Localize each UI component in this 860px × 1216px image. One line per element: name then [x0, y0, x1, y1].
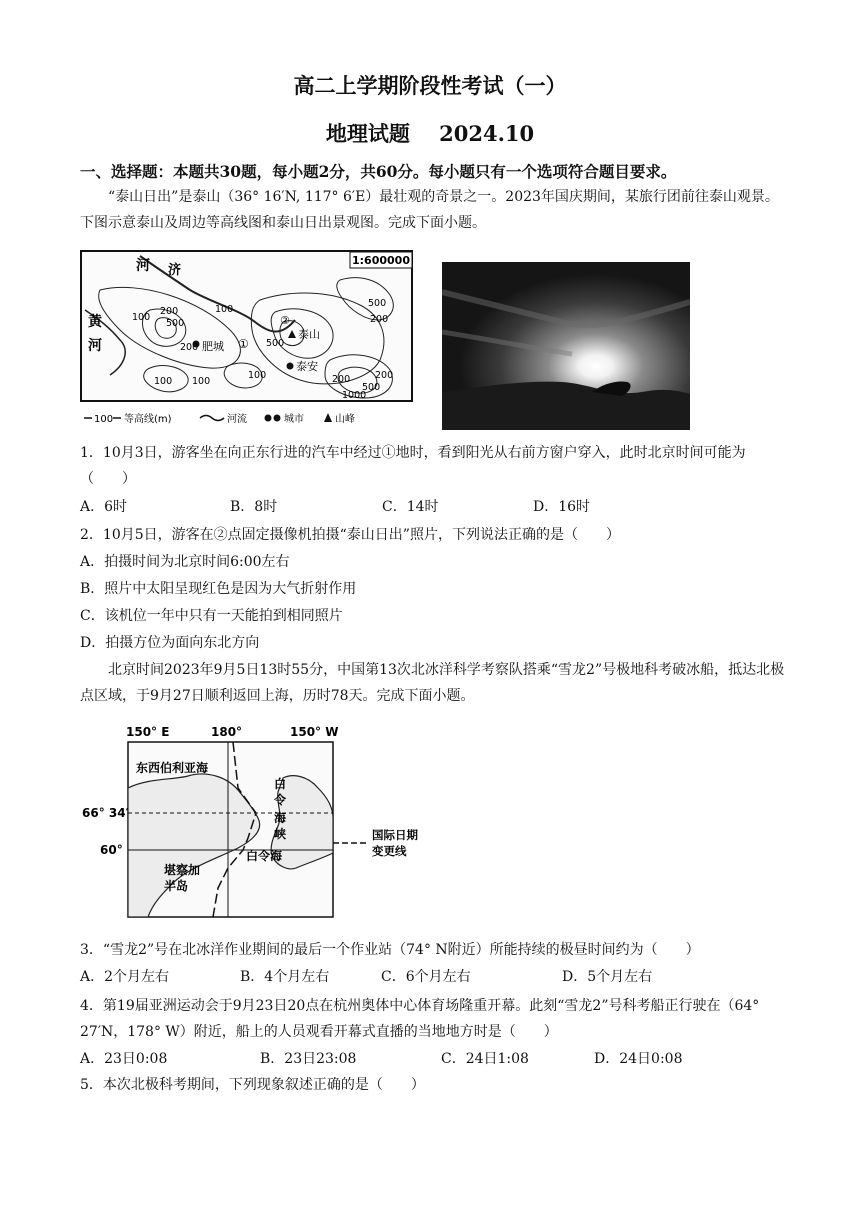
contour-value: 100 — [215, 304, 234, 315]
lat-label-60: 60° — [100, 843, 123, 857]
contour-value: 100 — [248, 370, 267, 381]
label-dateline-2: 变更线 — [372, 844, 407, 858]
question-2: 2．10月5日，游客在②点固定摄像机拍摄“泰山日出”照片，下列说法正确的是（ ） — [80, 527, 620, 543]
label-kamchatka-2: 半岛 — [164, 879, 189, 893]
contour-value: 200 — [370, 314, 389, 325]
legend-contour-sample: 100 — [94, 414, 114, 425]
exam-date: 2024.10 — [439, 121, 535, 146]
contour-value: 100 — [192, 376, 211, 387]
q1-option-b[interactable]: B．8时 — [230, 499, 278, 515]
label-strait-2: 令 — [274, 793, 287, 807]
question-3-options — [80, 966, 785, 988]
contour-value: 200 — [180, 342, 199, 353]
question-4-options — [80, 1048, 785, 1070]
lon-label-180: 180° — [211, 725, 243, 739]
question-3: 3．“雪龙2”号在北冰洋作业期间的最后一个作业站（74° N附近）所能持续的极昼时间约为（ ） — [80, 942, 700, 958]
question-1-options — [80, 496, 785, 518]
legend-peak: 山峰 — [335, 414, 355, 425]
q2-option-c[interactable]: C．该机位一年中只有一天能拍到相同照片 — [80, 608, 343, 624]
label-east-siberian-sea: 东西伯利亚海 — [136, 761, 209, 775]
label-point-1: ① — [238, 337, 249, 351]
q3-option-c[interactable]: C．6个月左右 — [381, 969, 471, 985]
q4-option-a[interactable]: A．23日0:08 — [80, 1051, 168, 1067]
intro-paragraph-1: “泰山日出”是泰山（36° 16′N, 117° 6′E）最壮观的奇景之一。2023年国庆期间，某旅行团前往泰山观景。下图示意泰山及周边等高线图和泰山日出景观图。完成下面小题。 — [80, 189, 779, 231]
contour-value: 500 — [266, 338, 285, 349]
label-strait-3: 海 — [274, 811, 287, 825]
q3-option-a[interactable]: A．2个月左右 — [80, 969, 170, 985]
legend-city: 城市 — [284, 414, 304, 425]
question-1: 1．10月3日，游客坐在向正东行进的汽车中经过①地时，看到阳光从右前方窗户穿入，此时北京时间可能为（ ） — [80, 445, 746, 487]
page-subtitle — [0, 118, 860, 148]
legend-contour: 等高线(m) — [124, 414, 172, 425]
label-yellow: 黄 — [88, 314, 102, 330]
q1-option-c[interactable]: C．14时 — [382, 499, 439, 515]
contour-value: 500 — [166, 318, 185, 329]
intro-paragraph-2: 北京时间2023年9月5日13时55分，中国第13次北冰洋科学考察队搭乘“雪龙2”号极地科考破冰船，抵达北极点区域，于9月27日顺利返回上海，历时78天。完成下面小题。 — [80, 662, 785, 704]
q3-option-d[interactable]: D．5个月左右 — [562, 969, 653, 985]
label-taian: 泰安 — [296, 360, 318, 373]
q4-option-d[interactable]: D．24日0:08 — [594, 1051, 683, 1067]
label-river-ji: 济 — [168, 263, 182, 278]
page-title: 高二上学期阶段性考试（一） — [293, 73, 567, 98]
label-taishan: 泰山 — [298, 328, 320, 341]
question-5: 5．本次北极科考期间，下列现象叙述正确的是（ ） — [80, 1077, 425, 1093]
contour-value: 200 — [375, 370, 394, 381]
map-legend — [84, 412, 355, 425]
bering-strait-map — [78, 718, 458, 923]
q2-option-a[interactable]: A．拍摄时间为北京时间6:00左右 — [80, 554, 290, 570]
q1-option-d[interactable]: D．16时 — [533, 499, 591, 515]
lon-label-150e: 150° E — [126, 725, 170, 739]
label-feicheng: 肥城 — [202, 340, 224, 353]
map-scale: 1:600000 — [352, 254, 410, 267]
label-strait-4: 峡 — [274, 827, 287, 841]
label-dateline-1: 国际日期 — [372, 828, 418, 842]
q4-option-b[interactable]: B．23日23:08 — [260, 1051, 357, 1067]
question-4: 4．第19届亚洲运动会于9月23日20点在杭州奥体中心体育场隆重开幕。此刻“雪龙2”号科考船正行驶在（64° 27′N，178° W）附近，船上的人员观看开幕式直播的当地地方时是（ ） — [80, 998, 760, 1040]
contour-value: 1000 — [342, 390, 367, 401]
contour-value: 100 — [132, 312, 151, 323]
contour-value: 100 — [154, 376, 173, 387]
taishan-sunrise-photo — [442, 262, 690, 430]
bering-map-svg — [78, 718, 458, 923]
section-heading: 一、选择题：本题共30题，每小题2分，共60分。每小题只有一个选项符合题目要求。 — [80, 162, 677, 181]
q1-option-a[interactable]: A．6时 — [80, 499, 128, 515]
q4-option-c[interactable]: C．24日1:08 — [441, 1051, 529, 1067]
label-kamchatka-1: 堪察加 — [164, 863, 201, 877]
lon-label-150w: 150° W — [290, 725, 339, 739]
sunrise-photo-svg — [442, 262, 690, 430]
label-strait-1: 白 — [274, 777, 287, 791]
label-point-2: ② — [280, 314, 290, 327]
contour-value: 200 — [332, 374, 351, 385]
contour-value: 500 — [362, 382, 381, 393]
legend-river: 河流 — [227, 414, 247, 425]
label-river-he: 河 — [136, 258, 150, 274]
taishan-contour-map — [80, 250, 415, 430]
q2-option-b[interactable]: B．照片中太阳呈现红色是因为大气折射作用 — [80, 581, 357, 597]
label-river-huang: 河 — [88, 338, 102, 354]
contour-value: 200 — [160, 306, 179, 317]
contour-map-svg — [80, 250, 415, 430]
city-dot-taian — [287, 363, 294, 370]
lat-label-6634: 66° 34′ — [82, 806, 129, 820]
contour-value: 500 — [368, 298, 387, 309]
q2-option-d[interactable]: D．拍摄方位为面向东北方向 — [80, 635, 260, 651]
label-bering-sea: 白令海 — [246, 849, 283, 863]
q3-option-b[interactable]: B．4个月左右 — [240, 969, 330, 985]
subject-label: 地理试题 — [325, 121, 410, 146]
